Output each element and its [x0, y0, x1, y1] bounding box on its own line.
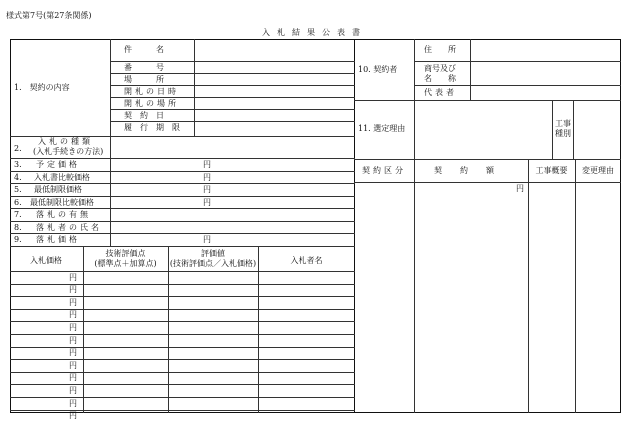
- bid-row-price-unit: 円: [69, 310, 77, 320]
- bid-row-divider: [10, 284, 355, 285]
- item-8-label: 8.: [14, 223, 22, 232]
- item-9-unit: 円: [203, 235, 211, 244]
- item-5-text: 最低制限価格: [34, 185, 82, 194]
- item-6-unit: 円: [203, 198, 211, 207]
- item-4-text: 入札書比較価格: [34, 173, 90, 182]
- item-3-label: 3.: [14, 160, 22, 169]
- item-4-label: 4.: [14, 173, 22, 182]
- bid-row-price-unit: 円: [69, 373, 77, 383]
- bid-row-price-unit: 円: [69, 297, 77, 307]
- bid-row-price-unit: 円: [69, 411, 77, 421]
- bid-row-price-unit: 円: [69, 348, 77, 358]
- bid-row-price-unit: 円: [69, 385, 77, 395]
- bid-row-price-unit: 円: [69, 272, 77, 282]
- contract-row-opening-place: 開札の場所: [124, 99, 179, 108]
- contract-heading: 1. 契約の内容: [14, 83, 70, 92]
- bid-row-divider: [10, 397, 355, 398]
- right-frame: [354, 39, 621, 413]
- item-5-unit: 円: [203, 185, 211, 194]
- bid-row-price-unit: 円: [69, 360, 77, 370]
- right-contract-amount-unit: 円: [516, 184, 524, 193]
- item-3-text: 予定価格: [36, 160, 80, 169]
- work-type-label-a: 工事: [555, 119, 571, 128]
- bid-row-divider: [10, 359, 355, 360]
- work-type-label-b: 種別: [555, 129, 571, 138]
- contract-row-number: 番 号: [124, 63, 164, 72]
- form-number: 様式第7号(第27条関係): [6, 11, 92, 20]
- bid-row-divider: [10, 334, 355, 335]
- right-header-change-reason: 変更理由: [582, 166, 614, 175]
- contractor-trade-name-label: 商号及び: [424, 64, 456, 73]
- bids-header-tech-score: 技術評価点: [105, 249, 146, 258]
- contractor-representative-label: 代表者: [424, 88, 457, 97]
- right-header-contract-amount: 契約額: [434, 166, 512, 175]
- contract-row-opening-datetime: 開札の日時: [124, 87, 179, 96]
- contract-row-name: 件 名: [124, 45, 164, 54]
- bid-row-divider: [10, 321, 355, 322]
- bids-header-tech-score-sub: (標準点＋加算点): [94, 259, 157, 268]
- item-4-unit: 円: [203, 173, 211, 182]
- item-9-text: 落札価格: [36, 235, 80, 244]
- contract-row-deadline: 履 行 期 限: [124, 123, 180, 132]
- right-header-work-summary: 工事概要: [535, 166, 568, 175]
- item-2-text: 入札の種類: [38, 137, 93, 146]
- contract-row-place: 場 所: [124, 75, 164, 84]
- bid-row-divider: [10, 309, 355, 310]
- bid-row-divider: [10, 296, 355, 297]
- bid-row-price-unit: 円: [69, 335, 77, 345]
- bid-row-divider: [10, 410, 355, 411]
- right-header-contract-type: 契約区分: [362, 166, 406, 175]
- item-8-text: 落札者の氏名: [36, 223, 102, 232]
- reason-heading: 11. 選定理由: [358, 124, 406, 133]
- contractor-heading: 10. 契約者: [358, 65, 398, 74]
- item-9-label: 9.: [14, 235, 22, 244]
- item-7-label: 7.: [14, 210, 22, 219]
- page-title: 入札結果公表書: [262, 28, 367, 37]
- item-7-text: 落札の有無: [36, 210, 91, 219]
- contractor-address-label: 住 所: [424, 45, 456, 54]
- item-6-label: 6.: [14, 198, 22, 207]
- bid-row-price-unit: 円: [69, 322, 77, 332]
- bids-header-eval: 評価値: [201, 249, 225, 258]
- item-5-label: 5.: [14, 185, 22, 194]
- bids-header-bidder: 入札者名: [290, 256, 323, 265]
- contract-row-date: 契 約 日: [124, 111, 164, 120]
- item-2-label: 2.: [14, 144, 22, 153]
- bid-row-price-unit: 円: [69, 285, 77, 295]
- bids-header-eval-sub: (技術評価点／入札価格): [169, 259, 257, 268]
- bid-row-price-unit: 円: [69, 398, 77, 408]
- bids-header-price: 入札価格: [30, 256, 62, 265]
- contractor-name-label: 名 称: [424, 74, 456, 83]
- bid-row-divider: [10, 372, 355, 373]
- item-3-unit: 円: [203, 160, 211, 169]
- bid-row-divider: [10, 384, 355, 385]
- bid-row-divider: [10, 347, 355, 348]
- item-2-sub: (入札手続きの方法): [33, 147, 104, 156]
- item-6-text: 最低制限比較価格: [30, 198, 94, 207]
